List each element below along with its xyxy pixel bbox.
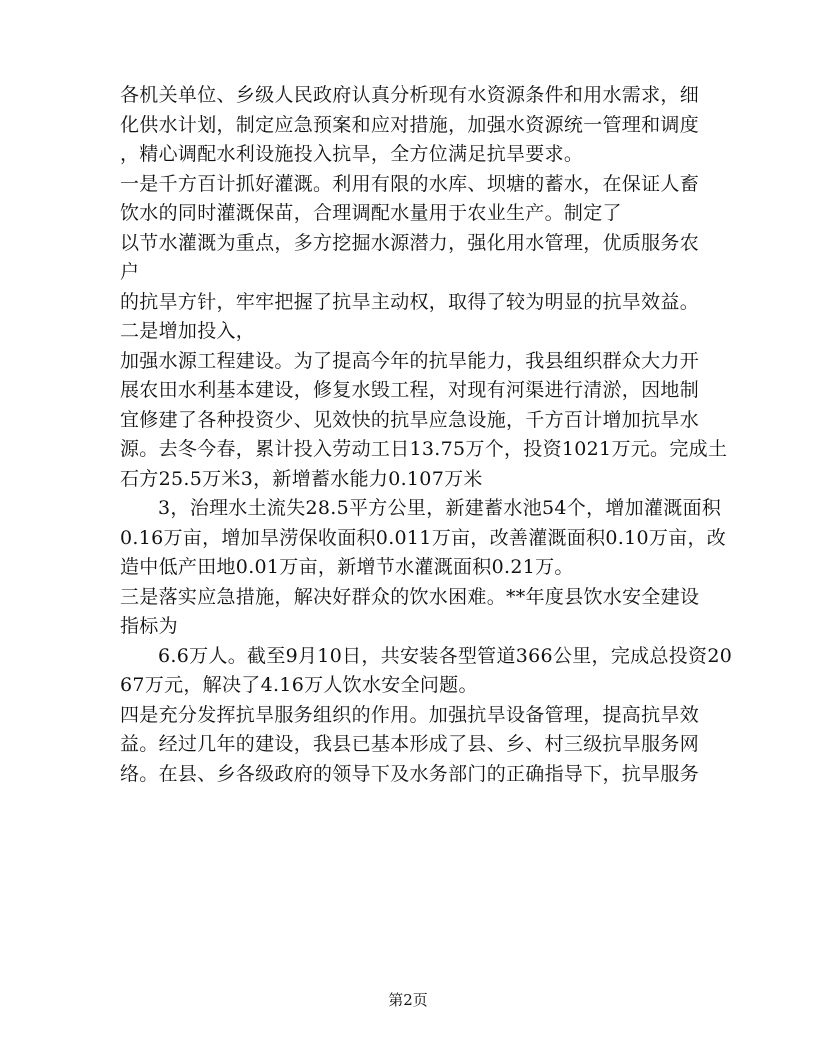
text-line: 加强水源工程建设。为了提高今年的抗旱能力，我县组织群众大力开: [120, 349, 700, 372]
body-text: [120, 81, 733, 789]
text-line: 石方25.5万米3，新增蓄水能力0.107万米: [120, 467, 483, 490]
text-line: 展农田水利基本建设，修复水毁工程，对现有河渠进行清淤，因地制: [120, 379, 700, 401]
text-line: 造中低产田地0.01万亩，新增节水灌溉面积0.21万。: [120, 556, 574, 578]
text-line: 指标为: [120, 615, 178, 637]
text-line: 以节水灌溉为重点，多方挖掘水源潜力，强化用水管理，优质服务农: [120, 231, 700, 254]
text-line: 络。在县、乡各级政府的领导下及水务部门的正确指导下，抗旱服务: [120, 762, 700, 785]
text-line: 0.16万亩，增加旱涝保收面积0.011万亩，改善灌溉面积0.10万亩，改: [120, 526, 727, 549]
text-line: 3，治理水土流失28.5平方公里，新建蓄水池54个，增加灌溉面积: [158, 497, 722, 519]
text-line: 各机关单位、乡级人民政府认真分析现有水资源条件和用水需求，细: [120, 84, 700, 106]
text-line: 的抗旱方针，牢牢把握了抗旱主动权，取得了较为明显的抗旱效益。: [120, 290, 700, 313]
text-line: 二是增加投入，: [120, 320, 256, 342]
text-line: 化供水计划，制定应急预案和应对措施，加强水资源统一管理和调度: [120, 113, 700, 136]
text-line: 宜修建了各种投资少、见效快的抗旱应急设施，千方百计增加抗旱水: [120, 408, 700, 431]
text-line: 四是充分发挥抗旱服务组织的作用。加强抗旱设备管理，提高抗旱效: [120, 703, 700, 726]
page-number: 第2页: [388, 991, 428, 1009]
text-line: 饮水的同时灌溉保苗，合理调配水量用于农业生产。制定了: [120, 202, 622, 224]
text-line: 6.6万人。截至9月10日，共安装各型管道366公里，完成总投资20: [158, 644, 733, 667]
text-line: ，精心调配水利设施投入抗旱，全方位满足抗旱要求。: [120, 143, 584, 165]
text-line: 益。经过几年的建设，我县已基本形成了县、乡、村三级抗旱服务网: [120, 733, 700, 755]
text-line: 三是落实应急措施，解决好群众的饮水困难。**年度县饮水安全建设: [120, 585, 700, 608]
text-line: 户: [120, 261, 140, 283]
text-line: 一是千方百计抓好灌溉。利用有限的水库、坝塘的蓄水，在保证人畜: [120, 172, 700, 195]
text-line: 67万元，解决了4.16万人饮水安全问题。: [120, 674, 478, 696]
text-line: 源。去冬今春，累计投入劳动工日13.75万个，投资1021万元。完成土: [120, 438, 728, 460]
